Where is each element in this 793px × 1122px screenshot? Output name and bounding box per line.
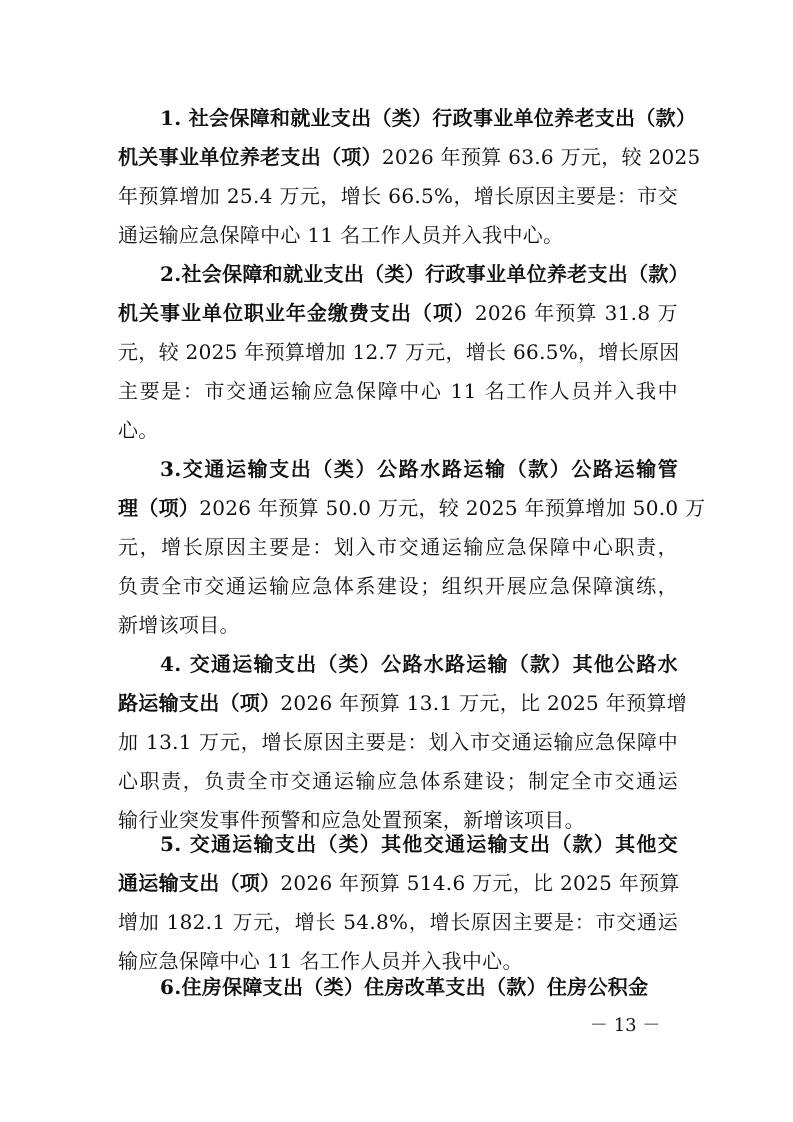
item-text: 元，增长原因主要是：划入市交通运输应急保障中心职责， bbox=[118, 535, 678, 559]
item-heading: 机关事业单位养老支出（项） bbox=[118, 145, 382, 169]
item-heading: 4. 交通运输支出（类）公路水路运输（款）其他公路水 bbox=[160, 652, 678, 676]
paragraph-1-line-1 bbox=[160, 100, 697, 136]
paragraph-3-line-4 bbox=[118, 568, 678, 604]
item-heading: 路运输支出（项） bbox=[118, 691, 281, 715]
paragraph-4-line-1 bbox=[160, 646, 678, 682]
item-text: 心。 bbox=[118, 418, 159, 442]
item-text: 输行业突发事件预警和应急处置预案，新增该项目。 bbox=[118, 808, 585, 832]
paragraph-4-line-3 bbox=[118, 724, 678, 760]
item-text: 2026 年预算 50.0 万元，较 2025 年预算增加 50.0 万 bbox=[199, 496, 706, 520]
item-heading: 2.社会保障和就业支出（类）行政事业单位养老支出（款） bbox=[160, 262, 689, 286]
paragraph-4-line-2 bbox=[118, 685, 687, 721]
item-text: 输应急保障中心 11 名工作人员并入我中心。 bbox=[118, 949, 523, 973]
item-text: 2026 年预算 63.6 万元，较 2025 bbox=[381, 145, 701, 169]
item-text: 增加 182.1 万元，增长 54.8%，增长原因主要是：市交通运 bbox=[118, 910, 678, 934]
paragraph-1-line-2 bbox=[118, 139, 701, 175]
item-text: 2026 年预算 13.1 万元，比 2025 年预算增 bbox=[280, 691, 687, 715]
paragraph-2-line-2 bbox=[118, 295, 678, 331]
item-text: 2026 年预算 31.8 万 bbox=[474, 301, 678, 325]
paragraph-1-line-3 bbox=[118, 178, 678, 214]
paragraph-5-line-2 bbox=[118, 865, 678, 901]
item-text: 通运输应急保障中心 11 名工作人员并入我中心。 bbox=[118, 223, 564, 247]
paragraph-2-line-4 bbox=[118, 373, 678, 409]
item-text: 心职责，负责全市交通运输应急体系建设；制定全市交通运 bbox=[118, 769, 678, 793]
item-heading: 通运输支出（项） bbox=[118, 871, 281, 895]
paragraph-3-line-5 bbox=[118, 607, 678, 643]
item-heading: 6.住房保障支出（类）住房改革支出（款）住房公积金 bbox=[160, 975, 649, 999]
item-heading: 1. 社会保障和就业支出（类）行政事业单位养老支出（款） bbox=[160, 106, 697, 130]
item-heading: 3.交通运输支出（类）公路水路运输（款）公路运输管 bbox=[160, 457, 678, 481]
paragraph-5-line-3 bbox=[118, 904, 678, 940]
paragraph-3-line-1 bbox=[160, 451, 678, 487]
item-heading: 机关事业单位职业年金缴费支出（项） bbox=[118, 301, 475, 325]
paragraph-5-line-1 bbox=[160, 826, 678, 862]
item-text: 年预算增加 25.4 万元，增长 66.5%，增长原因主要是：市交 bbox=[118, 184, 678, 208]
item-heading: 理（项） bbox=[118, 496, 200, 520]
item-text: 新增该项目。 bbox=[118, 613, 240, 637]
item-text: 加 13.1 万元，增长原因主要是：划入市交通运输应急保障中 bbox=[118, 730, 678, 754]
paragraph-3-line-3 bbox=[118, 529, 678, 565]
page-number: － 13 － bbox=[590, 1015, 661, 1036]
paragraph-2-line-1 bbox=[160, 256, 689, 292]
item-heading: 5. 交通运输支出（类）其他交通运输支出（款）其他交 bbox=[160, 832, 678, 856]
paragraph-3-line-2 bbox=[118, 490, 706, 526]
item-text: 主要是：市交通运输应急保障中心 11 名工作人员并入我中 bbox=[118, 379, 678, 403]
paragraph-4-line-4 bbox=[118, 763, 678, 799]
item-text: 负责全市交通运输应急体系建设；组织开展应急保障演练， bbox=[118, 574, 678, 598]
item-text: 2026 年预算 514.6 万元，比 2025 年预算 bbox=[280, 871, 680, 895]
paragraph-6-line-1 bbox=[160, 969, 678, 1005]
paragraph-2-line-5 bbox=[118, 412, 678, 448]
paragraph-1-line-4 bbox=[118, 217, 678, 253]
paragraph-2-line-3 bbox=[118, 334, 678, 370]
item-text: 元，较 2025 年预算增加 12.7 万元，增长 66.5%，增长原因 bbox=[118, 340, 680, 364]
